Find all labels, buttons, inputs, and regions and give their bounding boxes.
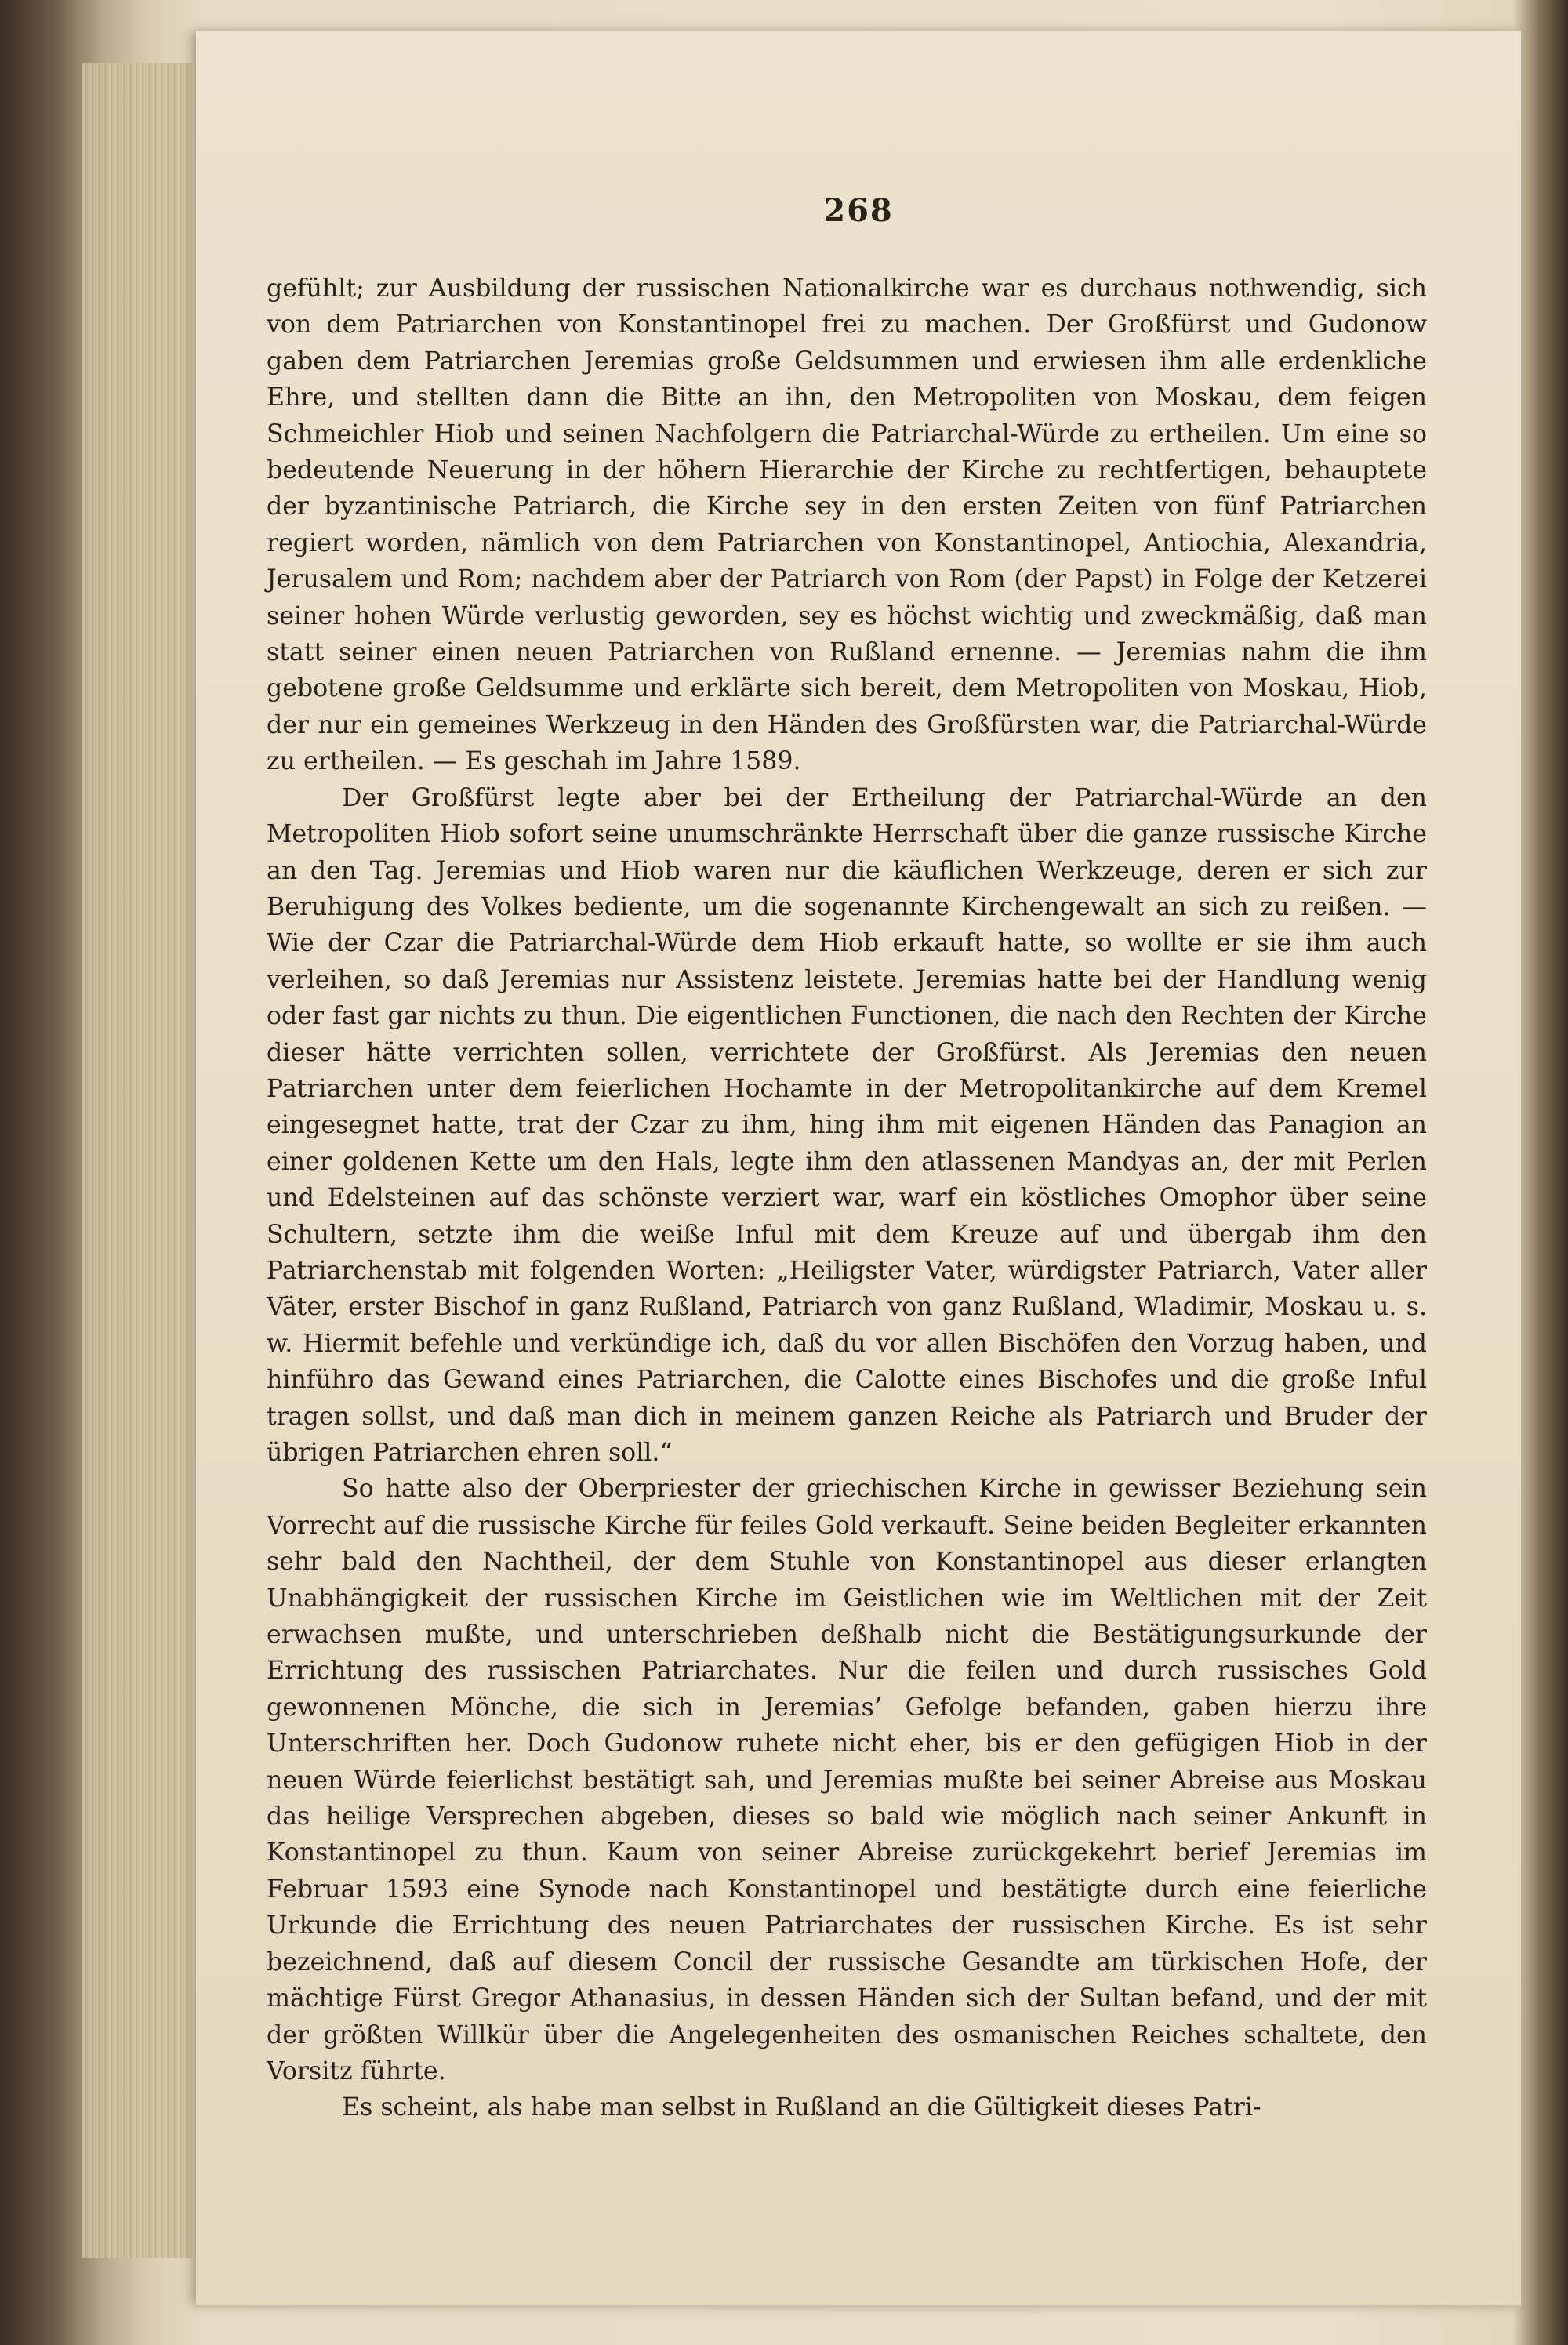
paragraph: Der Großfürst legte aber bei der Ertheilung der Patriarchal-Würde an den Metropoliten Hiob sofort seine unumschränkte Herrschaft über die ganze russische Kirche an den Tag. Jeremias und Hiob waren nur die käuflichen Werkzeuge, deren er sich zur Beruhigung des Volkes bediente, um die sogenannte Kirchengewalt an sich zu reißen. — Wie der Czar die Patriarchal-Würde dem Hiob erkauft hatte, so wollte er sie ihm auch verleihen, so daß Jeremias nur Assistenz leistete. Jeremias hatte bei der Handlung wenig oder fast gar nichts zu thun. Die eigentlichen Functionen, die nach den Rechten der Kirche dieser hätte verrichten sollen, verrichtete der Großfürst. Als Jeremias den neuen Patriarchen unter dem feierlichen Hochamte in der Metropolitankirche auf dem Kremel eingesegnet hatte, trat der Czar zu ihm, hing ihm mit eigenen Händen das Panagion an einer goldenen Kette um den Hals, legte ihm den atlassenen Mandyas an, der mit Perlen und Edelsteinen auf das schönste verziert war, warf ein köstliches Omophor über seine Schultern, setzte ihm die weiße Inful mit dem Kreuze auf und übergab ihm den Patriarchenstab mit folgenden Worten: „Heiligster Vater, würdigster Patriarch, Vater aller Väter, erster Bischof in ganz Rußland, Patriarch von ganz Rußland, Wladimir, Moskau u. s. w. Hiermit befehle und verkündige ich, daß du vor allen Bischöfen den Vorzug haben, und hinführo das Gewand eines Patriarchen, die Calotte eines Bischofes und die große Inful tragen sollst, und daß man dich in meinem ganzen Reiche als Patriarch und Bruder der übrigen Patriarchen ehren soll.“ <box>267 783 1427 1467</box>
page-stack-edge <box>82 63 192 2258</box>
page-number: 268 <box>823 192 894 229</box>
book-page <box>196 31 1521 2305</box>
paragraph: Es scheint, als habe man selbst in Rußland an die Gültigkeit dieses Patri- <box>342 2093 1261 2122</box>
body-text <box>267 270 1427 2126</box>
paragraph: So hatte also der Oberpriester der griechischen Kirche in gewisser Beziehung sein Vorrecht auf die russische Kirche für feiles Gold verkauft. Seine beiden Begleiter erkannten sehr bald den Nachtheil, der dem Stuhle von Konstantinopel aus dieser erlangten Unabhängigkeit der russischen Kirche im Geistlichen wie im Weltlichen mit der Zeit erwachsen mußte, und unterschrieben deßhalb nicht die Bestätigungsurkunde der Errichtung des russischen Patriarchates. Nur die feilen und durch russisches Gold gewonnenen Mönche, die sich in Jeremias’ Gefolge befanden, gaben hierzu ihre Unterschriften her. Doch Gudonow ruhete nicht eher, bis er den gefügigen Hiob in der neuen Würde feierlichst bestätigt sah, und Jeremias mußte bei seiner Abreise aus Moskau das heilige Versprechen abgeben, dieses so bald wie möglich nach seiner Ankunft in Konstantinopel zu thun. Kaum von seiner Abreise zurückgekehrt berief Jeremias im Februar 1593 eine Synode nach Konstantinopel und bestätigte durch eine feierliche Urkunde die Errichtung des neuen Patriarchates der russischen Kirche. Es ist sehr bezeichnend, daß auf diesem Concil der russische Gesandte am türkischen Hofe, der mächtige Fürst Gregor Athanasius, in dessen Händen sich der Sultan befand, und der mit der größten Willkür über die Angelegenheiten des osmanischen Reiches schaltete, den Vorsitz führte. <box>267 1475 1427 2085</box>
paragraph: gefühlt; zur Ausbildung der russischen Nationalkirche war es durchaus nothwendig, sich von dem Patriarchen von Konstantinopel frei zu machen. Der Großfürst und Gudonow gaben dem Patriarchen Jeremias große Geldsummen und erwiesen ihm alle erdenkliche Ehre, und stellten dann die Bitte an ihn, den Metropoliten von Moskau, dem feigen Schmeichler Hiob und seinen Nachfolgern die Patriarchal-Würde zu ertheilen. Um eine so bedeutende Neuerung in der höhern Hierarchie der Kirche zu rechtfertigen, behauptete der byzantinische Patriarch, die Kirche sey in den ersten Zeiten von fünf Patriarchen regiert worden, nämlich von dem Patriarchen von Konstantinopel, Antiochia, Alexandria, Jerusalem und Rom; nachdem aber der Patriarch von Rom (der Papst) in Folge der Ketzerei seiner hohen Würde verlustig geworden, sey es höchst wichtig und zweckmäßig, daß man statt seiner einen neuen Patriarchen von Rußland ernenne. — Jeremias nahm die ihm gebotene große Geldsumme und erklärte sich bereit, dem Metropoliten von Moskau, Hiob, der nur ein gemeines Werkzeug in den Händen des Großfürsten war, die Patriarchal-Würde zu ertheilen. — Es geschah im Jahre 1589. <box>267 274 1427 776</box>
